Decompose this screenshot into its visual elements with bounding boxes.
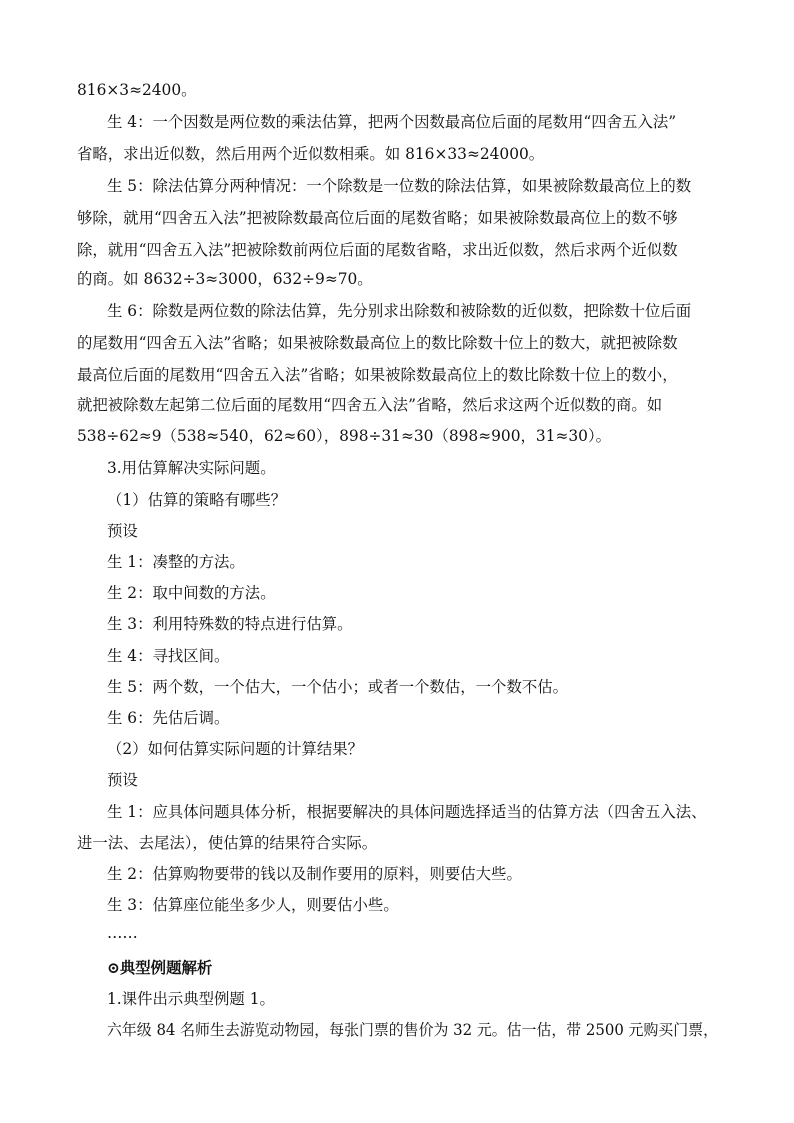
text-line: 538÷62≈9（538≈540，62≈60），898÷31≈30（898≈900，31≈30）。 xyxy=(77,427,612,445)
text-line: 1.课件出示典型例题 1。 xyxy=(107,990,275,1008)
text-line: （1）估算的策略有哪些？ xyxy=(107,491,287,509)
text-line: 六年级 84 名师生去游览动物园，每张门票的售价为 32 元。估一估，带 2500 元购买门票， xyxy=(107,1021,718,1039)
text-line: 生 4：一个因数是两位数的乘法估算，把两个因数最高位后面的尾数用“四舍五入法” xyxy=(107,113,677,131)
text-line: 生 4：寻找区间。 xyxy=(107,647,230,665)
text-line: 816×3≈2400。 xyxy=(77,81,197,99)
text-line: 生 1：应具体问题具体分析，根据要解决的具体问题选择适当的估算方法（四舍五入法、 xyxy=(107,803,707,821)
text-line: 够除，就用“四舍五入法”把被除数最高位后面的尾数省略；如果被除数最高位上的数不够 xyxy=(77,209,678,227)
text-line: 生 5：两个数，一个估大，一个估小；或者一个数估，一个数不估。 xyxy=(107,678,569,696)
text-line: 省略，求出近似数，然后用两个近似数相乘。如 816×33≈24000。 xyxy=(77,145,545,163)
text-line: 预设 xyxy=(107,522,138,540)
text-line: 生 2：估算购物要带的钱以及制作要用的原料，则要估大些。 xyxy=(107,865,522,883)
text-line: 生 6：先估后调。 xyxy=(107,709,230,727)
text-line: 生 1：凑整的方法。 xyxy=(107,553,245,571)
section-heading: 3.用估算解决实际问题。 xyxy=(107,459,276,477)
text-line: 生 2：取中间数的方法。 xyxy=(107,584,276,602)
text-line: …… xyxy=(107,924,138,942)
text-line: 生 3：估算座位能坐多少人，则要估小些。 xyxy=(107,896,399,914)
section-heading: ⊙典型例题解析 xyxy=(107,959,213,977)
text-line: 生 3：利用特殊数的特点进行估算。 xyxy=(107,615,353,633)
text-line: 预设 xyxy=(107,771,138,789)
text-line: 进一法、去尾法），使估算的结果符合实际。 xyxy=(77,834,378,852)
text-line: 生 6：除数是两位数的除法估算，先分别求出除数和被除数的近似数，把除数十位后面 xyxy=(107,302,692,320)
text-line: 最高位后面的尾数用“四舍五入法”省略；如果被除数最高位上的数比除数十位上的数小， xyxy=(77,366,678,384)
text-line: 生 5：除法估算分两种情况：一个除数是一位数的除法估算，如果被除数最高位上的数 xyxy=(107,177,692,195)
text-line: 除，就用“四舍五入法”把被除数前两位后面的尾数省略，求出近似数，然后求两个近似数 xyxy=(77,241,678,259)
text-line: 就把被除数左起第二位后面的尾数用“四舍五入法”省略，然后求这两个近似数的商。如 xyxy=(77,396,663,414)
text-line: （2）如何估算实际问题的计算结果？ xyxy=(107,740,364,758)
text-line: 的尾数用“四舍五入法”省略；如果被除数最高位上的数比除数十位上的数大，就把被除数 xyxy=(77,334,678,352)
text-line: 的商。如 8632÷3≈3000，632÷9≈70。 xyxy=(77,270,373,288)
